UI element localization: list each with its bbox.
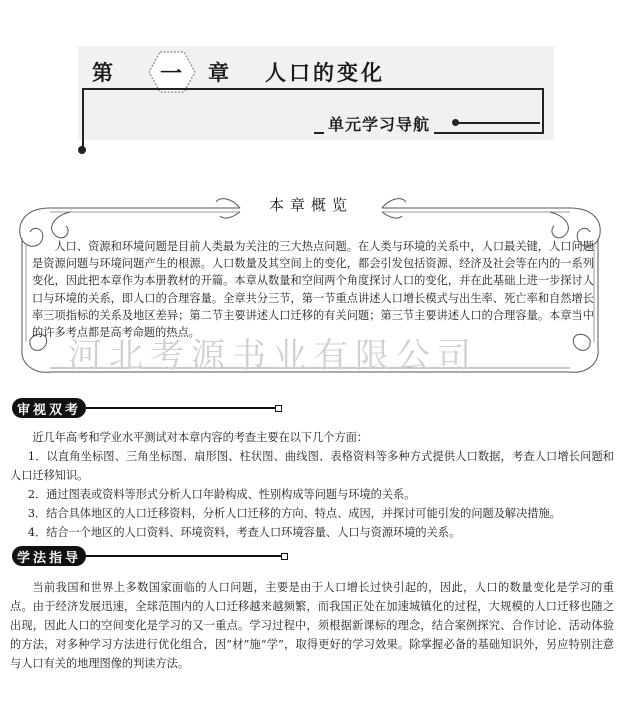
overview-title: 本章概览 xyxy=(246,194,376,215)
section-rule xyxy=(86,555,282,557)
chapter-name: 人口的变化 xyxy=(265,61,385,85)
section-method-body xyxy=(10,578,614,673)
nav-rule-dot xyxy=(452,119,459,126)
section-badge-review: 审视双考 xyxy=(12,398,86,418)
overview-paragraph: 人口、资源和环境问题是目前人类最为关注的三大热点问题。在人类与环境的关系中，人口最关键，人口问题是资源问题与环境问题产生的根源。人口数量及其空间上的变化，都会引发包括资源、经济及社会等在内的一系列变化，因此把本章作为本册教材的开篇。本章从数量和空间两个角度探讨人口的变化，并在此基础上进一步探讨人口与环境的关系，即人口的合理容量。全章共分三节，第一节重点讲述人口增长模式与出生率、死亡率和自然增长率三项指标的关系及地区差异；第二节主要讲述人口迁移的有关问题；第三节主要讲述人口的合理容量。本章当中的许多考点都是高考命题的热点。 xyxy=(32,240,594,340)
section-rule-square xyxy=(281,553,288,560)
section-method-paragraph: 当前我国和世界上多数国家面临的人口问题，主要是由于人口增长过快引起的，因此，人口的数量变化是学习的重点。由于经济发展迅速，全球范围内的人口迁移越来越频繁，而我国正处在加速城镇化的过程，大规模的人口迁移也随之出现，因此人口的空间变化是学习的又一重点。学习过程中，须根据新课标的理念，结合案例探究、合作讨论、活动体验的方法，对多种学习方法进行优化组合，因“材”施“学”，取得更好的学习效果。除掌握必备的基础知识外，另应特别注意与人口有关的地理图像的判读方法。 xyxy=(10,581,614,670)
section-badge-method: 学法指导 xyxy=(12,546,86,566)
section-review-body xyxy=(10,428,614,542)
section-review-intro: 近几年高考和学业水平测试对本章内容的考查主要在以下几个方面： xyxy=(32,431,369,444)
overview-box xyxy=(10,188,610,384)
chapter-header xyxy=(78,46,554,140)
nav-rule xyxy=(456,122,540,124)
header-left-rule xyxy=(82,88,84,148)
section-heading-review xyxy=(12,398,282,418)
header-rule-dot xyxy=(78,146,86,154)
watermark: 河北考源书业有限公司 xyxy=(68,336,478,376)
chapter-title xyxy=(92,56,532,88)
list-item: 4．结合一个地区的人口资料、环境资料，考查人口环境容量、人口与资源环境的关系。 xyxy=(27,526,461,539)
chapter-suffix: 章 xyxy=(208,61,231,85)
list-item: 1．以直角坐标图、三角坐标图、扇形图、柱状图、曲线图、表格资料等多种方式提供人口数据，考查人口增长问题和人口迁移知识。 xyxy=(10,450,614,482)
list-item: 3．结合具体地区的人口迁移资料，分析人口迁移的方向、特点、成因，并探讨可能引发的问题及解决措施。 xyxy=(27,507,561,520)
chapter-prefix: 第 xyxy=(92,61,115,85)
section-rule xyxy=(86,407,276,409)
section-rule-square xyxy=(275,405,282,412)
list-item: 2．通过图表或资料等形式分析人口年龄构成、性别构成等问题与环境的关系。 xyxy=(27,488,416,501)
section-heading-method xyxy=(12,546,288,566)
unit-nav-label: 单元学习导航 xyxy=(324,112,434,135)
chapter-number: 一 xyxy=(159,61,184,87)
